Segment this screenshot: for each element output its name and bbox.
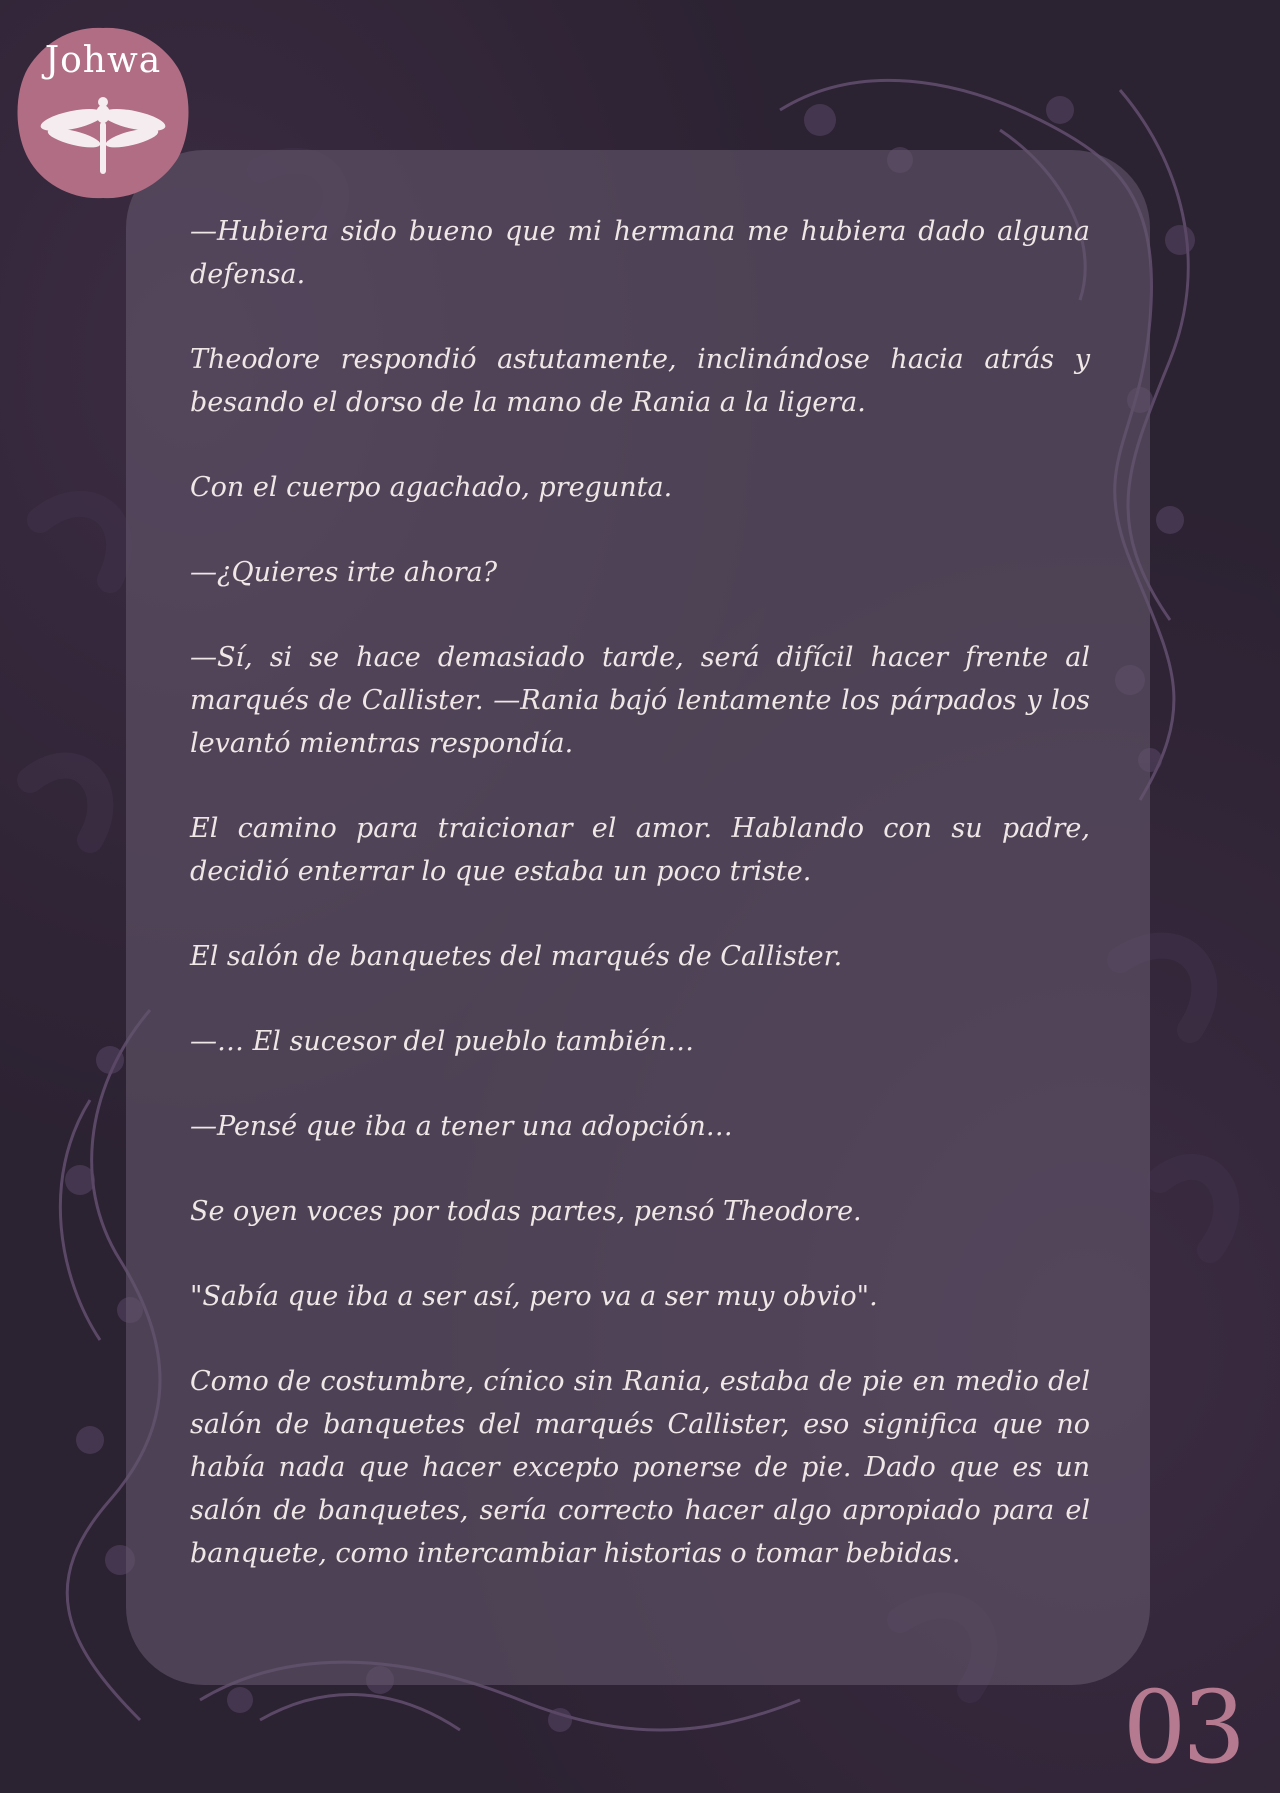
paragraph: —Pensé que iba a tener una adopción… (190, 1111, 733, 1142)
paragraph: —Sí, si se hace demasiado tarde, será difícil hacer frente al marqués de Callister. —Rania bajó lentamente los párpados y los levantó mientras respondía. (190, 642, 1090, 759)
logo-text: Johwa (44, 40, 162, 81)
paragraph: Como de costumbre, cínico sin Rania, estaba de pie en medio del salón de banquetes del marqués Callister, eso significa que no había nada que hacer excepto ponerse de pie. Dado que es un salón de banquetes, sería correcto hacer algo apropiado para el banquete, como intercambiar historias o tomar bebidas. (190, 1366, 1090, 1569)
johwa-logo (12, 22, 194, 204)
paragraph: Con el cuerpo agachado, pregunta. (190, 472, 673, 503)
paragraph: Theodore respondió astutamente, inclinándose hacia atrás y besando el dorso de la mano de Rania a la ligera. (190, 344, 1090, 418)
paragraph: —¿Quieres irte ahora? (190, 557, 498, 588)
paragraph: El camino para traicionar el amor. Hablando con su padre, decidió enterrar lo que estaba un poco triste. (190, 813, 1090, 887)
paragraph: —Hubiera sido bueno que mi hermana me hubiera dado alguna defensa. (190, 216, 1090, 290)
paragraph: —… El sucesor del pueblo también… (190, 1026, 695, 1057)
paragraph: "Sabía que iba a ser así, pero va a ser muy obvio". (190, 1281, 878, 1312)
paragraph: El salón de banquetes del marqués de Callister. (190, 941, 843, 972)
story-text (190, 210, 1090, 1617)
paragraph: Se oyen voces por todas partes, pensó Theodore. (190, 1196, 862, 1227)
page-number: 03 (1122, 1669, 1242, 1786)
